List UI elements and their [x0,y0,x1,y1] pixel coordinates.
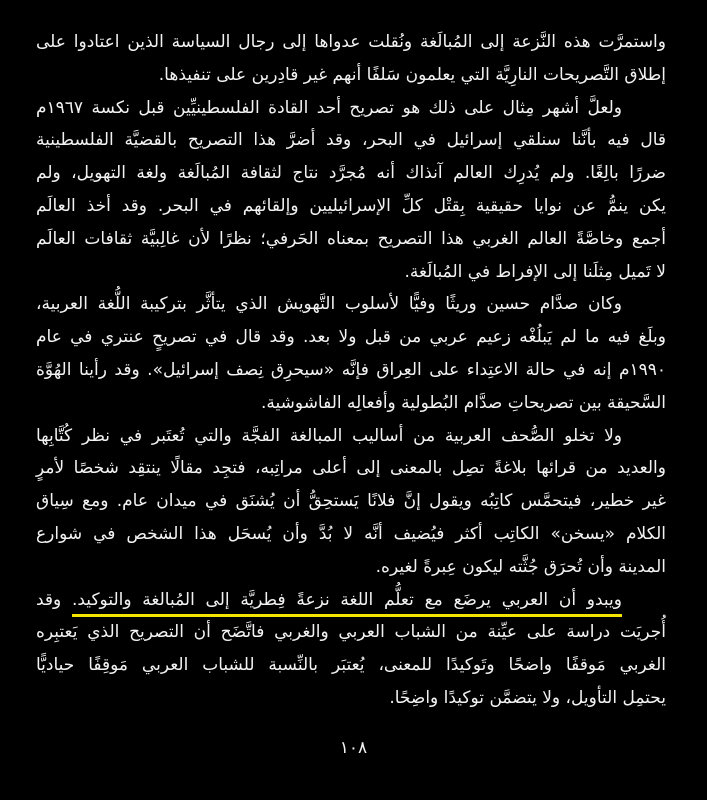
text-line: يكن ينمُّ عن نوايا حقيقية بِقتْل كلِّ الإسرائيليين وإلقائهم في البحر. وقد أخذ العالَم [36,195,666,216]
document-page [36,26,666,715]
text-line: الغربي مَوقفًا واضحًا وتَوكيدًا للمعنى، يُعتبَر بالنِّسبة للشباب العربي مَوقِفًا حياديًّا [36,655,666,676]
text-line: ١٩٩٠م إنه في حالة الاعتِداء على العِراق فإنَّه «سيحرِق نِصف إسرائيل». وقد رأينا الهُوَّة [36,359,666,380]
text-line: ولعلَّ أشهر مِثال على ذلك هو تصريح أحد القادة الفلسطينيِّين قبل نكسة ١٩٦٧م [36,97,622,118]
text-line: ضررًا بالِغًا. ولم يُدرِك العالم آنذاك أنه مُجرَّد نتاج لثقافة المُبالَغة ولغة التهويل، ولم [36,163,666,184]
text-line: واستمرَّت هذه النَّزعة إلى المُبالَغة ونُقلت عدواها إلى رجال السياسة الذين اعتادوا على [36,32,666,52]
text-line: أجمع وخاصَّةً العالم الغربي هذا التصريح بمعناه الحَرفي؛ نظرًا لأن غالِبيَّة ثقافات العالَم [36,228,666,249]
text-line: غير خطير، فيتحمَّس كاتِبُه ويقول إنَّ فلانًا يَستحِقُّ أن يُشنَق في ميدان عام. ومع سِياق [36,491,666,512]
text-line-highlighted [36,584,666,617]
text-line: وكان صدَّام حسين وريثًا وفيًّا لأسلوب التَّهويش الذي يتأثَّر بتركيبة اللُّغة العربية، [36,294,622,315]
page-number: ١٠٨ [339,738,368,758]
text-line: إطلاق التَّصريحات النارِيَّة التي يعلمون سَلفًا أنهم غير قادِرين على تنفيذها. [158,64,666,85]
text-line: يحتمِل التأويل، ولا يتضمَّن توكيدًا واضِحًا. [389,687,666,708]
text-line: قال فيه بأنَّنا سنلقي إسرائيل في البحر، وقد أضرَّ هذا التصريح بالقضيَّة الفلسطينية [36,130,666,151]
text-line: وبلَغ فيه ما لم يَبلُغْه زعيم عربي من قبل ولا بعد. وقد قال في تصريحٍ عنتري في عام [36,327,666,348]
text-line: أُجريَت دراسة على عيِّنة من الشباب العربي والغربي فاتَّضَح أن التصريح الذي يَعتبِره [36,622,666,643]
text-line: والعديد من قرائها بلاغةً تصِل بالمعنى إلى أعلى مراتِبه، فتجِد مقالًا ينتقِد شخصًا لأمرٍ [36,458,666,479]
text-line: ولا تخلو الصُّحف العربية من أساليب المبالغة الفجَّة والتي تُعتَبر في نظر كُتَّابِها [36,425,622,446]
text-line: السَّحيقة بين تصريحاتِ صدَّام البُطولية وأفعالِه الفاشوشية. [261,392,666,413]
text-line: المدينة وأن تُحرَق جُثَّته ليكون عِبرةً لغيره. [375,556,666,577]
text-fragment: وقد [36,589,62,610]
text-line: لا تَميل مِثلَنا إلى الإفراط في المُبالَغة. [404,261,666,282]
text-line: الكلام «يسخن» الكاتِب أكثر فيُضيف أنَّه لا بُدَّ وأن يُسحَل هذا الشخص في شوارع [36,523,666,544]
highlighted-sentence: ويبدو أن العربي يرضَع مع تعلُّم اللغة نزعةً فِطريَّة إلى المُبالغة والتوكيد. [72,590,622,617]
